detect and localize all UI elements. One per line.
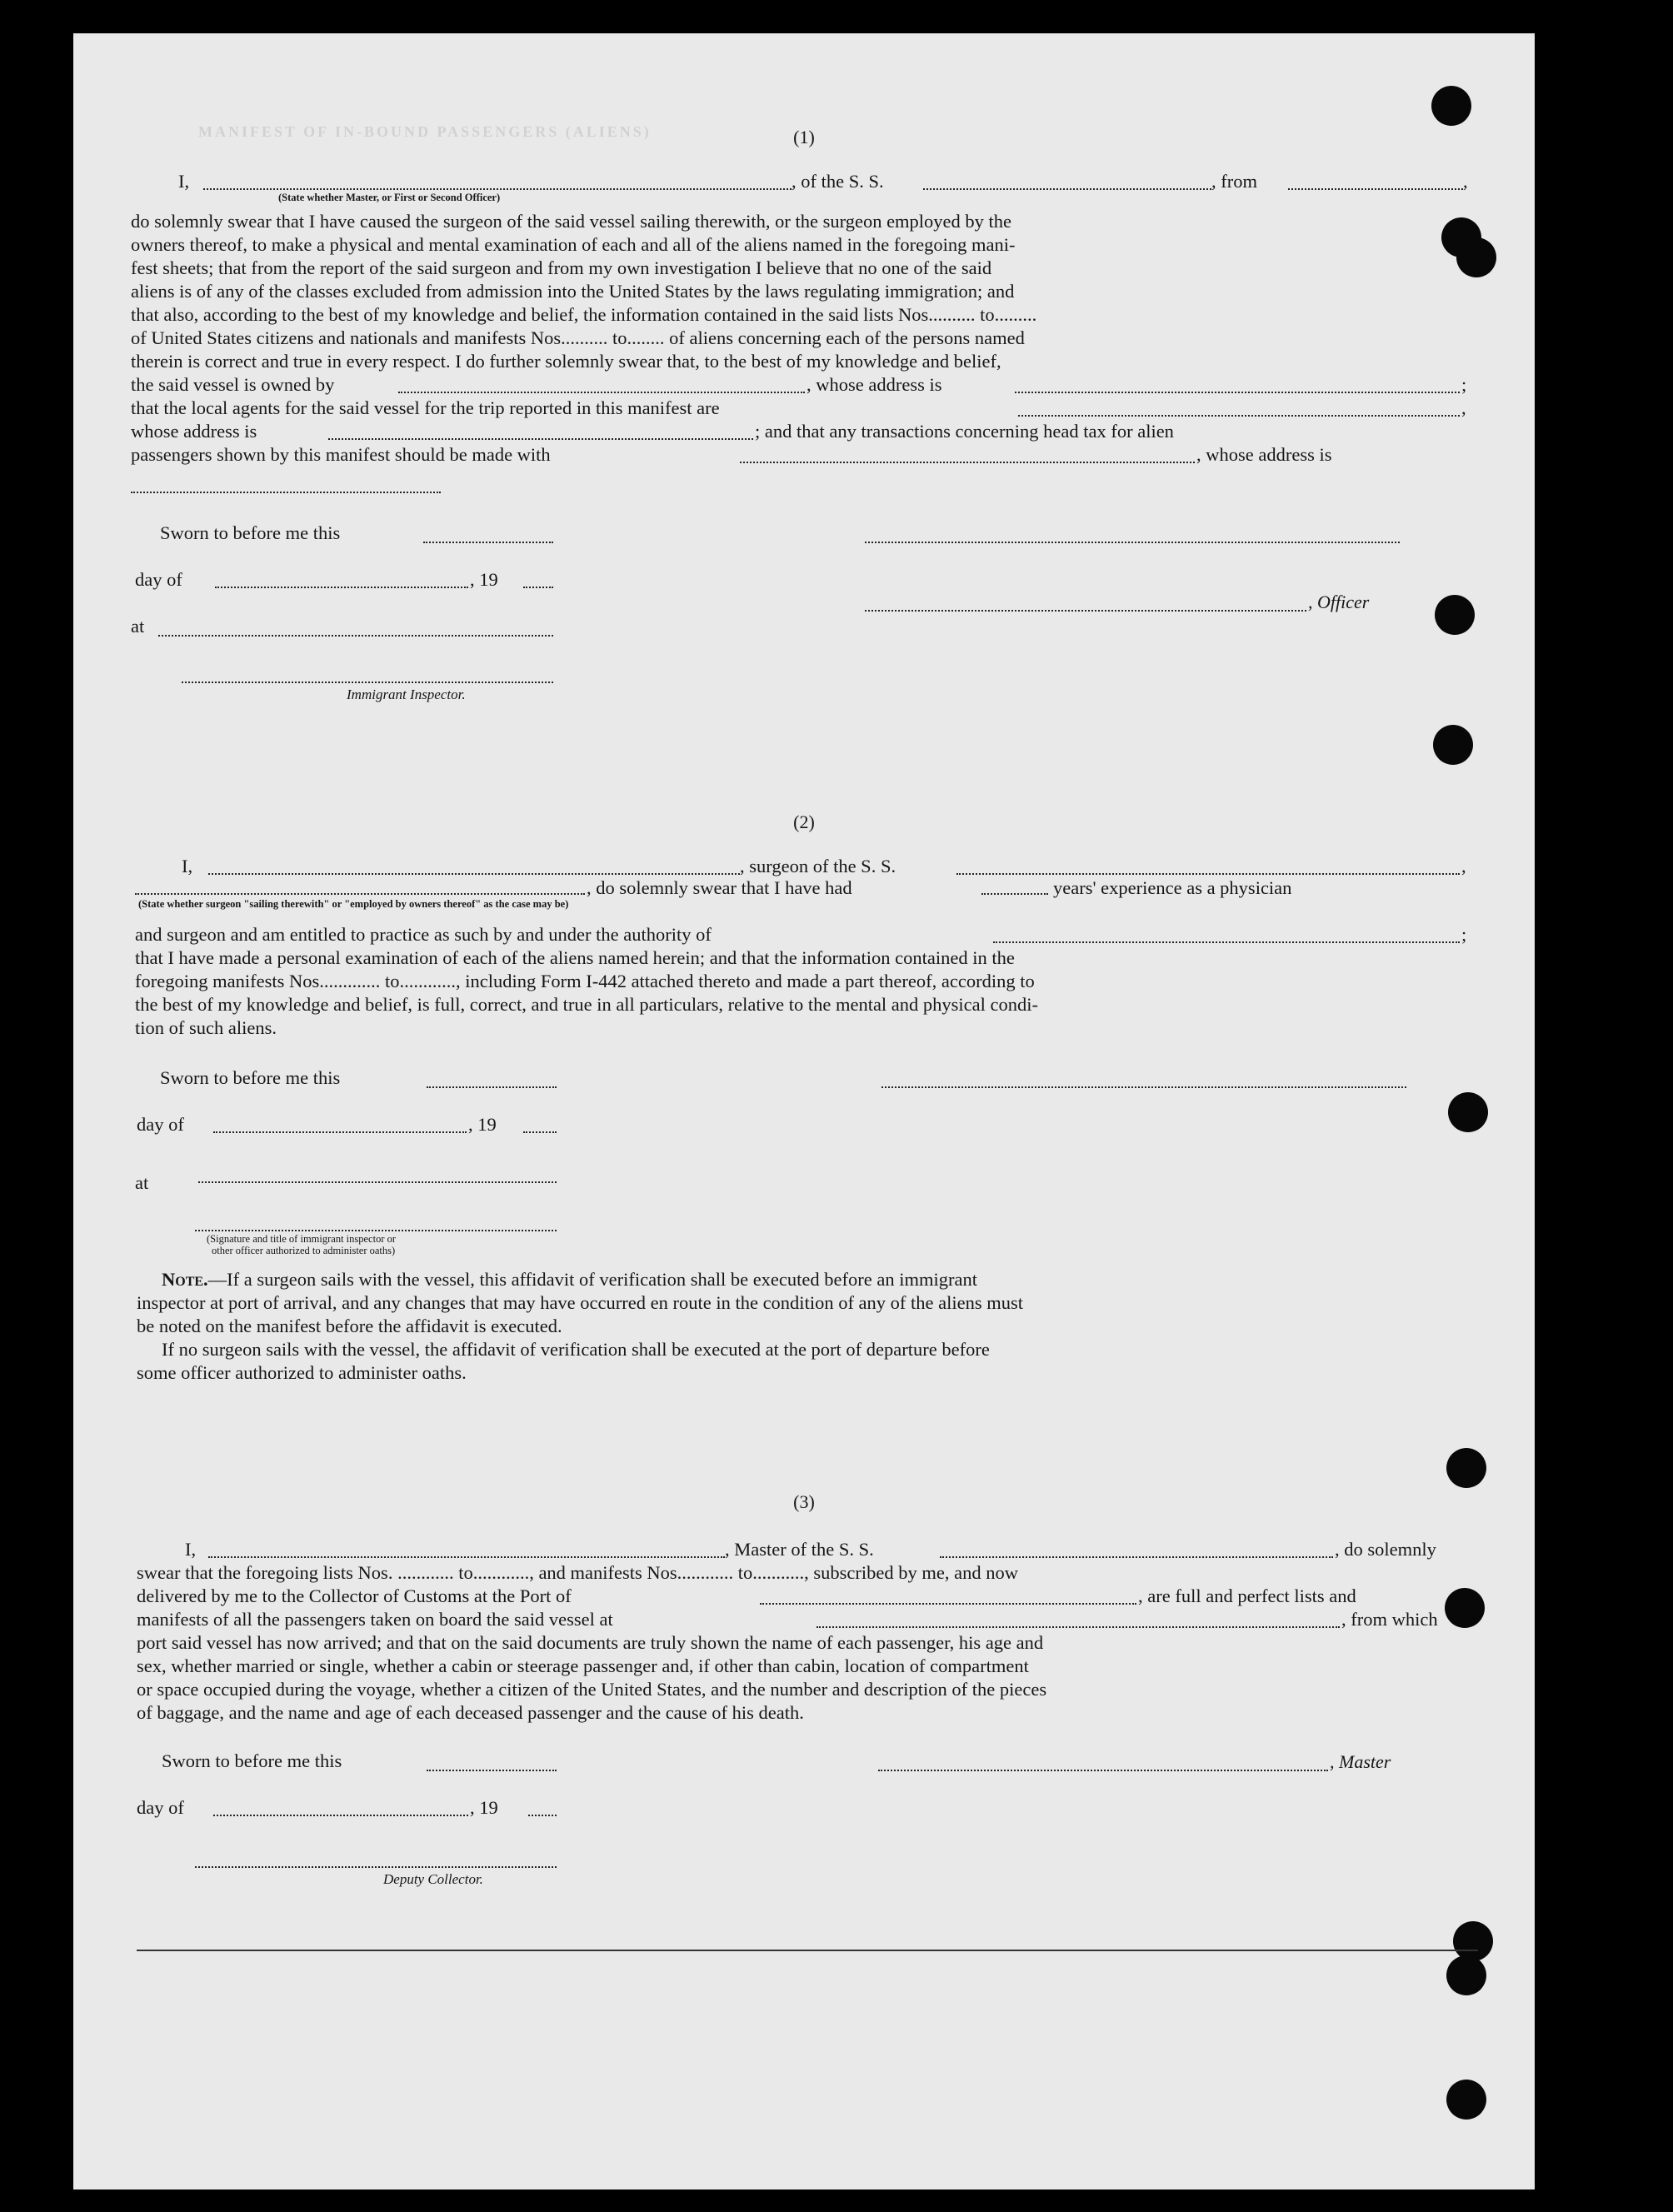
punch-hole: [1446, 2080, 1486, 2120]
surgeon-status-hint: (State whether surgeon "sailing therewith" or "employed by owners thereof" as the case may be): [138, 898, 569, 910]
agent-address-field[interactable]: [328, 438, 753, 440]
s1-from: , from: [1211, 171, 1257, 192]
punch-hole: [1453, 1921, 1493, 1961]
s3-swear-line: swear that the foregoing lists Nos. ............ to............, and manifests Nos............ to..........., subscribed by me, and now: [137, 1562, 1018, 1583]
master-signature-field[interactable]: [878, 1770, 1328, 1771]
head-tax-text: ; and that any transactions concerning head tax for alien: [755, 421, 1174, 442]
s1-body-line: of United States citizens and nationals and manifests Nos.......... to........ of aliens concerning each of the persons named: [131, 327, 1025, 348]
s1-comma: ,: [1461, 397, 1466, 418]
s2-year-label: , 19: [468, 1114, 497, 1135]
inspector-caption: Immigrant Inspector.: [347, 687, 466, 702]
years-experience-field[interactable]: [981, 893, 1048, 895]
full-perfect-label: , are full and perfect lists and: [1138, 1585, 1356, 1606]
s1-of-ss: , of the S. S.: [792, 171, 884, 192]
punch-hole: [1448, 1092, 1488, 1132]
s1-body-line: owners thereof, to make a physical and mental examination of each and all of the aliens named in the foregoing mani-: [131, 234, 1016, 255]
punch-hole: [1456, 237, 1496, 277]
s3-i: I,: [185, 1539, 197, 1560]
agent-address-label: whose address is: [131, 421, 257, 442]
boarding-port-field[interactable]: [817, 1626, 1340, 1628]
note-line: be noted on the manifest before the affidavit is executed.: [137, 1316, 562, 1336]
s3-year-label: , 19: [470, 1797, 498, 1818]
s1-body-line: do solemnly swear that I have caused the surgeon of the said vessel sailing therewith, or the surgeon employed by the: [131, 211, 1012, 232]
sworn-label: Sworn to before me this: [160, 522, 341, 543]
note-text: —If a surgeon sails with the vessel, this affidavit of verification shall be executed before an immigrant: [207, 1269, 977, 1290]
administering-officer-signature-field[interactable]: [195, 1230, 557, 1231]
officer-signature-line-top[interactable]: [865, 542, 1400, 543]
officer-rank-hint: (State whether Master, or First or Second Officer): [278, 192, 501, 203]
taken-on-board-label: manifests of all the passengers taken on board the said vessel at: [137, 1609, 613, 1630]
s1-body-line: aliens is of any of the classes excluded from admission into the United States by the laws regulating immigration; and: [131, 281, 1015, 302]
departure-port-field[interactable]: [1288, 188, 1463, 190]
s2-day-of-label: day of: [137, 1114, 184, 1135]
s3-vessel-field[interactable]: [940, 1556, 1333, 1558]
from-which-label: , from which: [1341, 1609, 1438, 1630]
s3-body-line: port said vessel has now arrived; and that on the said documents are truly shown the name of each passenger, his age and: [137, 1632, 1044, 1653]
s1-body-line: that also, according to the best of my knowledge and belief, the information contained in the said lists Nos.......... to.........: [131, 304, 1037, 325]
note2-line: some officer authorized to administer oaths.: [137, 1362, 467, 1383]
section-1-heading: (1): [793, 127, 815, 147]
bleed-through-header: MANIFEST OF IN-BOUND PASSENGERS (ALIENS): [198, 123, 652, 140]
s1-end-comma: ,: [1463, 171, 1468, 192]
s2-body-line: tion of such aliens.: [135, 1017, 277, 1038]
s3-body-line: sex, whether married or single, whether a cabin or steerage passenger and, if other than cabin, location of compartment: [137, 1655, 1029, 1676]
deputy-collector-signature-field[interactable]: [195, 1866, 557, 1868]
inspector-signature-field[interactable]: [182, 682, 553, 683]
surgeon-name-field[interactable]: [208, 873, 740, 875]
affidavit-page: [73, 33, 1535, 2190]
punch-hole: [1446, 1955, 1486, 1995]
s2-body-line: that I have made a personal examination of each of the aliens named herein; and that the information contained in the: [135, 947, 1015, 968]
note2-line: If no surgeon sails with the vessel, the affidavit of verification shall be executed at the port of departure before: [162, 1339, 990, 1360]
authority-label: and surgeon and am entitled to practice as such by and under the authority of: [135, 924, 712, 945]
punch-hole: [1446, 1448, 1486, 1488]
s2-month-field[interactable]: [213, 1131, 467, 1133]
punch-hole: [1433, 725, 1473, 765]
punch-hole: [1431, 86, 1471, 126]
whose-address-label: , whose address is: [807, 374, 942, 395]
year-field[interactable]: [523, 587, 553, 588]
head-tax-agent-field[interactable]: [740, 462, 1195, 463]
s2-i: I,: [182, 856, 193, 876]
s1-body-line: therein is correct and true in every respect. I do further solemnly swear that, to the best of my knowledge and belief,: [131, 351, 1001, 372]
do-solemnly-label: , do solemnly: [1335, 1539, 1436, 1560]
year-label: , 19: [470, 569, 498, 590]
officer-signature-field[interactable]: [865, 610, 1306, 612]
surgeon-signature-field[interactable]: [881, 1086, 1406, 1088]
note-label: Note.: [162, 1269, 208, 1290]
s2-end-comma: ,: [1461, 856, 1466, 876]
owned-by-label: the said vessel is owned by: [131, 374, 335, 395]
surgeon-of-label: , surgeon of the S. S.: [740, 856, 896, 876]
note-line-1: [162, 1268, 977, 1291]
s2-sworn-date-field[interactable]: [427, 1086, 557, 1088]
s3-sworn-date-field[interactable]: [427, 1770, 557, 1771]
s2-sworn-label: Sworn to before me this: [160, 1067, 341, 1088]
punch-hole: [1445, 1588, 1485, 1628]
month-field[interactable]: [215, 587, 468, 588]
whose-address-label-3: , whose address is: [1196, 444, 1332, 465]
master-name-field[interactable]: [203, 188, 792, 190]
bottom-rule: [137, 1950, 1478, 1951]
section-2-heading: (2): [793, 811, 815, 832]
local-agents-field[interactable]: [1018, 415, 1460, 417]
surgeon-status-field[interactable]: [135, 893, 585, 895]
collector-port-label: delivered by me to the Collector of Customs at the Port of: [137, 1585, 572, 1606]
s1-body-line: fest sheets; that from the report of the said surgeon and from my own investigation I believe that no one of the said: [131, 257, 992, 278]
owner-field[interactable]: [398, 392, 805, 393]
do-solemnly-swear: , do solemnly swear that I have had: [587, 877, 852, 898]
s2-body-line: the best of my knowledge and belief, is full, correct, and true in all particulars, relative to the mental and physical condi-: [135, 994, 1039, 1015]
section-3-heading: (3): [793, 1491, 815, 1512]
s3-body-line: of baggage, and the name and age of each deceased passenger and the cause of his death.: [137, 1702, 804, 1723]
at-label: at: [131, 616, 145, 637]
s3-sworn-label: Sworn to before me this: [162, 1750, 342, 1771]
note-line: inspector at port of arrival, and any changes that may have occurred en route in the condition of any of the aliens must: [137, 1292, 1024, 1313]
head-tax-agent-address-field[interactable]: [131, 492, 441, 493]
s3-body-line: or space occupied during the voyage, whether a citizen of the United States, and the number and description of the pieces: [137, 1679, 1047, 1700]
owner-address-field[interactable]: [1015, 392, 1460, 393]
s2-year-field[interactable]: [523, 1131, 557, 1133]
s1-i: I,: [178, 171, 190, 192]
s1-semicolon: ;: [1461, 374, 1467, 395]
signature-hint-2: other officer authorized to administer oaths): [212, 1245, 396, 1256]
deputy-collector-caption: Deputy Collector.: [383, 1871, 483, 1887]
signature-hint-1: (Signature and title of immigrant inspector or: [207, 1233, 397, 1245]
master-title: , Master: [1330, 1751, 1391, 1772]
s2-place-field[interactable]: [198, 1181, 557, 1183]
s2-semicolon: ;: [1461, 924, 1467, 945]
local-agents-label: that the local agents for the said vessel for the trip reported in this manifest are: [131, 397, 720, 418]
passengers-text: passengers shown by this manifest should be made with: [131, 444, 551, 465]
sworn-date-field[interactable]: [423, 542, 553, 543]
s2-vessel-field[interactable]: [956, 873, 1460, 875]
s3-master-name-field[interactable]: [208, 1556, 725, 1558]
s3-year-field[interactable]: [528, 1815, 557, 1816]
master-of-label: , Master of the S. S.: [725, 1539, 874, 1560]
s3-day-of-label: day of: [137, 1797, 184, 1818]
officer-title: , Officer: [1308, 592, 1370, 612]
s3-month-field[interactable]: [213, 1815, 468, 1816]
authority-field[interactable]: [993, 941, 1460, 943]
day-of-label: day of: [135, 569, 182, 590]
port-field[interactable]: [760, 1603, 1136, 1605]
years-experience-label: years' experience as a physician: [1053, 877, 1292, 898]
punch-hole: [1435, 595, 1475, 635]
vessel-name-field[interactable]: [923, 188, 1211, 190]
place-field[interactable]: [158, 635, 553, 637]
s2-at-label: at: [135, 1172, 149, 1193]
s2-body-line: foregoing manifests Nos............. to............, including Form I-442 attached thereto and made a part thereof, according to: [135, 971, 1035, 991]
